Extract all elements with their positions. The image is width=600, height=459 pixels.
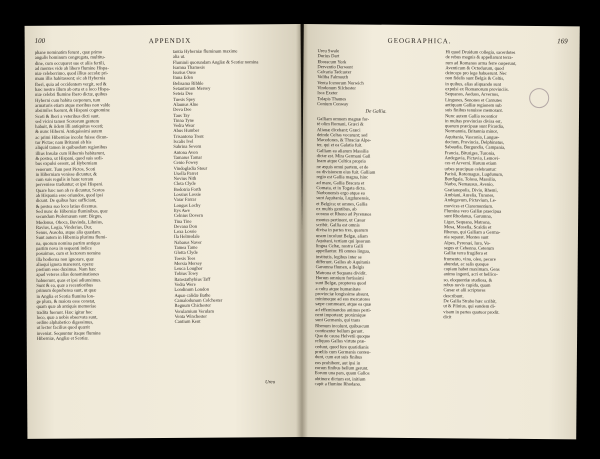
list-entry: Glotta Clyde — [174, 250, 198, 256]
text-line: Mosa, Mosella, Scaldis et — [444, 224, 492, 230]
text-line: antiquam Galliæ regionem sub — [445, 102, 502, 108]
text-line: dunt, cum aut suis finibus — [314, 354, 363, 360]
list-entry: Antona Avon — [173, 149, 198, 155]
list-entry: Vedra Were — [174, 281, 196, 287]
text-line: ut & Plinius, qui eandem di- — [443, 303, 496, 309]
list-entry: Venta Winchester — [174, 313, 207, 319]
text-line: expulsi ex Romanorum provinciis. — [445, 86, 509, 92]
list-entry: Ureu Swale — [317, 48, 340, 54]
list-entry: Abus Humber — [173, 128, 200, 134]
left-catchword: Ureu — [265, 380, 276, 386]
text-line: frumento, vino, oleo, pecore — [443, 255, 496, 262]
list-entry: Tolapis Thames — [317, 95, 347, 102]
text-line: montes pertinent, ut Cæsar — [316, 216, 366, 223]
text-line: capit a flumine Rhodano. — [314, 380, 362, 387]
text-line: Horum omnium fortissimi — [315, 275, 364, 281]
right-prose-column-a — [315, 116, 435, 387]
text-line: Eorum una pars, quam Gallos — [314, 370, 370, 376]
list-entry: Ituna Eden — [172, 75, 193, 81]
text-line: secundum Ptolemæum sunt: Birgus, — [35, 213, 103, 220]
list-entry: Camalodunum Colchester — [174, 297, 223, 303]
text-line: deinde Celtas vocarunt; sed — [316, 132, 368, 138]
left-folio: 100 — [34, 36, 46, 45]
list-entry: Loxa Lossie — [173, 228, 197, 234]
text-line: aliquid tamen in quibusdam regionibus — [35, 144, 108, 151]
list-entry: Isurius Ouse — [172, 69, 197, 76]
list-entry: Regnum Chichester — [174, 302, 211, 309]
text-line: pervenisse traduntur; et ipsi Hispani. — [35, 181, 104, 188]
text-line: Galliam omnem magnæ for- — [316, 116, 370, 122]
text-line: niæ celebri flumine Ibero dictæ, quibus — [35, 91, 108, 98]
list-entry: Eboracum York — [317, 58, 347, 64]
list-entry: Venta Icenorum Norwich — [317, 79, 364, 86]
book-gutter — [296, 24, 308, 437]
text-line: inveniat. Sequuntur itaque flumina — [36, 330, 101, 336]
text-line: Macedones, & Thraciæ Alpe- — [316, 137, 372, 143]
text-line: Senus, Ausoba, atque alia quædam. — [35, 229, 101, 235]
text-line: ex multis gentibus, ab — [316, 206, 357, 212]
list-entry: Itys Awe — [173, 207, 190, 213]
list-entry: Cantium Kent — [174, 318, 201, 325]
list-entry: Fluminii quorundam Angliæ & Scotiæ nomina — [172, 58, 259, 65]
text-line: Nunc autem Gallia recentior — [444, 112, 498, 119]
text-line: quam quæ ab antiquis memoriae — [36, 303, 97, 310]
list-entry: Devana Don — [173, 223, 198, 229]
text-line: Parisii, Rotomagus, Lugdunum, — [444, 171, 504, 177]
text-line: animo ingenti, acri et bellico- — [443, 271, 498, 278]
text-line: mum illis habitassent; sic ab Hybernia — [34, 75, 106, 82]
list-entry: Sabrina Severn — [173, 144, 202, 150]
text-line: Quare hæc non ab re dicuntur, Scotos — [35, 187, 105, 193]
text-line: nia separat. Montes sunt — [443, 234, 489, 241]
left-prose-column — [35, 49, 153, 341]
text-line: ne æquis omni partem, et de — [316, 163, 369, 170]
text-line: Hiberniæ, Angliæ et Scotiæ. — [36, 335, 89, 341]
text-line: Lingones, Senones et Carnutes — [445, 96, 502, 103]
text-line: Liger, Sequana, Matrona, — [444, 218, 491, 225]
text-line: Inam atque Celtica propria — [316, 158, 366, 164]
text-line: niæ celeberrimo, quod illius accolæ pri- — [34, 70, 109, 77]
text-line: Narbonensis ergo atque ea — [316, 190, 365, 196]
text-line: pretium esse duximus. Nam hæc — [36, 266, 97, 273]
text-line: appellantur. Hi omnes lingua, — [315, 248, 371, 255]
right-river-list — [317, 48, 436, 107]
text-line: ad effeminandos animos perti- — [315, 306, 372, 313]
text-line: rebus novis cupida, quam — [443, 282, 491, 288]
list-entry: Conium Conway — [317, 101, 349, 107]
list-entry: Celnius Dovern — [173, 212, 203, 219]
text-line: in quibus, alias aliquando sunt — [445, 81, 502, 87]
right-folio: 169 — [557, 37, 568, 46]
list-entry: tantia Hyberniæ fluminum maxime — [172, 48, 238, 54]
text-line: Hyberni cum habitu corporum, tum — [35, 97, 101, 103]
text-line: Aquitani, tertiam qui ipsorum — [315, 237, 371, 244]
text-line: Matrona et Sequana dividit. — [315, 269, 367, 276]
text-line: angulis hominum congregata, multitu- — [34, 54, 106, 61]
text-line: apud veteres alias denominationes — [36, 271, 100, 278]
list-entry: Taus Tay — [173, 112, 190, 118]
text-line: dictæ est. Mira Germani Gall — [316, 153, 371, 159]
list-entry: Toesis Tees — [174, 255, 196, 261]
text-line: Galliam ea aliarum Massilia — [316, 147, 369, 154]
right-running-head: GEOGRAPHICA. — [387, 36, 452, 46]
text-line: ter, qui et ea Galatia fuit. — [316, 142, 363, 149]
text-line: Ravius, Logia, Vinderius, Dur, — [35, 224, 93, 230]
text-line: Comata, et in Togata dicta. — [316, 184, 366, 191]
text-line: loco, quæ a nobis observata sunt, — [36, 314, 98, 320]
list-entry: Aquæ calidæ Bathe — [174, 292, 211, 298]
text-line: primum deprehensa sunt, ut quæ — [36, 287, 97, 294]
list-entry: alia ut. — [172, 54, 186, 60]
text-line: venerunt. Tum post Pictos, Scoti — [35, 165, 96, 172]
text-line: De Gallia Strabo hæc scribit, — [443, 298, 497, 304]
text-line: ordine alphabetico digessimus, — [36, 319, 94, 325]
text-line: phane nominatim ferunt , quæ primo — [34, 49, 103, 55]
text-line: dicit — [443, 314, 452, 320]
text-line: sunt Rhodanus, Garumna, — [444, 213, 492, 219]
text-line: de rebus magnis & appellarunt terra- — [445, 54, 514, 61]
text-line: ad montes vide ab libero flumine Hispa- — [34, 65, 109, 71]
text-line: Qua de causa Helvetii quoque — [315, 333, 371, 339]
text-line: hæc nostro illum ab ortu et a loco Hispa- — [34, 86, 111, 92]
text-line: ut lector facilius quod quærit — [36, 324, 90, 331]
text-line: continenter bellum gerunt. — [315, 327, 364, 334]
text-line: abundat, ac salis quoque — [443, 261, 489, 267]
text-line: prœliis cum Germanis conten- — [314, 349, 371, 355]
text-line: Gratianopolis, Divio, Rhemi, — [444, 186, 498, 193]
text-line: Andegavia, Pictavia, Lemovi- — [444, 155, 500, 161]
text-line: Narbo, Nemausus, Avenio, — [444, 181, 494, 188]
list-entry: Voliba Falmouth — [317, 74, 349, 80]
text-line: urbes præcipuæ celebrantur: — [444, 165, 497, 172]
text-line: in multas provincias divisa est, — [444, 118, 502, 124]
text-line: habuit, & iidem illi antiquitus vocati; — [35, 123, 104, 130]
text-line: describunt. — [443, 292, 464, 299]
text-line: quarum præcipuæ sunt Picardia, — [444, 123, 505, 129]
text-line: Aventicum & Octodurum, quod — [445, 65, 504, 71]
list-entry: Alaunus Alne — [173, 101, 199, 107]
text-line: cedunt, quod fere quotidianis — [314, 343, 369, 350]
text-line: provinciæ longissime absunt, — [315, 290, 370, 297]
text-line: Sequanos, Aeduos, Arvernos, — [445, 91, 500, 98]
list-entry: Ila Helmsdale — [174, 234, 200, 240]
text-line: so, eloquentiæ studiosa, & — [443, 277, 493, 283]
list-entry: Cenio Fowey — [173, 159, 199, 166]
open-book — [26, 24, 578, 437]
list-entry: Seteia Dee — [173, 91, 193, 97]
text-line: Rhenum incolunt, quibuscum — [315, 322, 370, 329]
text-line: sæpe commeant, atque ea quæ — [315, 301, 372, 307]
text-line: docium, Provincia, Delphinatus, — [444, 139, 505, 145]
list-entry: Tamarus Tamar — [173, 154, 202, 160]
text-line: minimeque ad eos mercatores — [315, 296, 371, 302]
text-line: absimiles fuerunt, & Hispani cognomine — [35, 107, 110, 114]
text-line: visam in partes quatuor prodit. — [443, 308, 500, 315]
text-line: scribit. Gallia est omnis — [316, 222, 360, 228]
text-line: Sed nunc de Hiberniæ fluminibus, quæ — [35, 208, 108, 214]
text-line: in Anglia et Scotia flumina lon- — [36, 293, 95, 299]
text-line: habuerunt, quas et ipsi adiunximus. — [36, 277, 102, 283]
text-line: Burdigala, Tolosa, Massilia, — [444, 176, 497, 182]
list-entry: Varar Farrar — [173, 197, 197, 203]
text-line: divisa in partes tres, quarum — [315, 227, 368, 233]
text-line: armaturis etiam atque moribus non valde — [35, 102, 111, 108]
list-entry: Bodotria Forth — [173, 186, 201, 192]
list-entry: Calcaria Tadcaster — [317, 69, 352, 75]
list-entry: Tinna Tyne — [173, 117, 194, 123]
right-section-heading-wrap — [317, 108, 435, 116]
text-line: a cultu atque humanitate — [315, 285, 361, 292]
text-line: & postea suo loco latius dicemus. — [35, 203, 98, 209]
list-entry: Vindogladia Stour — [173, 165, 208, 171]
list-entry: Durius Dart — [317, 53, 340, 59]
list-entry: Ratostathybius Taff — [174, 276, 211, 282]
text-line: eos prohibent, aut ipsi in — [314, 359, 361, 366]
section-heading-de-gallia: De Gallia. — [365, 109, 387, 115]
text-line: illa hodierna non ignorare, quæ — [36, 256, 94, 262]
text-line: na, quorum nomina partim antiqua — [36, 240, 100, 246]
right-page — [300, 24, 580, 439]
library-stamp — [529, 88, 549, 108]
text-line: regio est Gallia magna, hinc — [316, 174, 369, 180]
text-line: copiam habet maximam. Gens — [443, 266, 500, 272]
list-entry: Verulamium Verulam — [174, 308, 214, 314]
text-line: ge plura, & maiora esse constat, — [36, 298, 96, 304]
list-entry: Londinum London — [174, 287, 210, 293]
list-entry: Novius Nith — [173, 175, 197, 182]
text-line: Alpes, Pyrenæi, Iura, Vo- — [443, 239, 491, 246]
text-line: differunt. Gallos ab Aquitanis — [315, 259, 371, 265]
text-line: ac primi Hiberniae incolæ fuisse dicun- — [35, 134, 108, 140]
left-running-head: APPENDIX — [148, 36, 192, 46]
text-line: oceano et Rheno ad Pyrenæos — [316, 211, 372, 217]
text-line: Francia, Bituriges, Turonia, — [444, 149, 496, 156]
text-line: Flumina vero Galliæ praecipua — [444, 208, 502, 214]
text-line: illius Insulæ cum Hibernis habitarunt, — [35, 150, 106, 156]
text-line: sed vicini tamen Scotorum gentem — [35, 118, 100, 124]
text-line: deinceps pro lege habuerunt. Nec — [445, 70, 507, 76]
list-entry: Deva Dee — [173, 107, 192, 113]
list-entry: Tina Tine — [173, 218, 192, 224]
list-entry: Vedra Wear — [173, 122, 195, 129]
text-line: Iberi, quia ad occidentem vergit, sed & — [34, 81, 107, 87]
text-line: Ambiani, Aurelia, Turones, — [444, 192, 495, 198]
text-line: nent important; proximique — [315, 312, 366, 318]
list-entry: Tobius Towy — [174, 271, 199, 277]
text-line: obtinere dictum est, initium — [314, 375, 366, 382]
text-line: sunt Belgæ, propterea quod — [315, 280, 367, 286]
text-line: movices et Claromontium. — [444, 202, 494, 209]
text-line: segus et Cebenna. Ceterum — [443, 245, 494, 251]
text-line: unam incolunt Belgæ, aliam — [315, 232, 368, 239]
text-line: rum ad Romanos arma ferre cœperunt, — [445, 59, 517, 66]
text-line: in Hiberniam venisse dicuntur, & — [35, 171, 97, 177]
list-entry: Isca Exeter — [317, 90, 338, 96]
text-line: et Belgica; ut omnes, Gallia — [316, 200, 368, 207]
text-line: Aquitania, Vasconia, Langue- — [444, 133, 500, 140]
text-line: lingua Celtæ, nostra Galli — [315, 243, 364, 249]
text-line: tè olim Romani, Græci & — [316, 121, 364, 127]
text-line: suis finibus tenuisse memorant. — [445, 107, 504, 114]
text-line: Andegavum, Pictavium, Le- — [444, 197, 497, 204]
list-entry: Iscalis Ivel — [173, 138, 194, 144]
text-line: Cæsar et alii scriptores — [443, 287, 486, 293]
text-line: Normannia, Britannia minor, — [444, 128, 499, 135]
text-line: sunt Germanis, qui trans — [315, 317, 361, 323]
text-line: cum suis regulis in hanc terram — [35, 176, 94, 182]
text-line: Rhenus, qui Galliam a Germa- — [443, 229, 501, 235]
list-entry: Nabarus Naver — [174, 239, 202, 245]
text-line: ad mare, Gallia Bracata et — [316, 179, 365, 186]
text-line: Sabaudia, Burgundia, Campania, — [444, 144, 506, 151]
text-line: dicunt. De quibus hæc sufficiant, — [35, 197, 97, 204]
text-line: Garumna flumen, a Belgis — [315, 264, 365, 270]
text-line: ces et Arverni. Harum etiam — [444, 160, 497, 166]
list-entry: Tuesis Spey — [173, 96, 196, 102]
list-entry: Vindonum Silchester — [317, 85, 356, 91]
text-line: bus expulsi essent, ad Hyberniam — [35, 160, 98, 167]
text-line: sunt Aquitania, Lugdunensis, — [316, 195, 370, 202]
left-river-list — [173, 48, 285, 324]
text-line: reliquos Gallos virtute præ- — [315, 338, 366, 345]
list-entry: Belisama Ribble — [172, 80, 204, 86]
text-line: posuimus, cum et lectorem nomina — [36, 250, 101, 257]
list-entry: Lossius Lossie — [173, 191, 201, 197]
text-line: Alianæ dicebant; Græci — [316, 126, 361, 133]
text-line: & nunc Hiberni. Antiquissimi autem — [35, 128, 103, 135]
text-line: eorum finibus bellum gerunt. — [314, 365, 369, 371]
text-line: tur Pictae; nam Britanni ab his — [35, 139, 92, 145]
list-entry: Mersia Mersey — [174, 260, 202, 266]
text-line: & postea, ut Hispani, quod suis sedi- — [35, 155, 104, 161]
text-line: ab Hispania esse oriundos, quod ipsi — [35, 192, 103, 198]
list-entry: Clota Clyde — [173, 181, 196, 187]
text-line: dine, cum occuparet sue et aliis fertili, — [34, 59, 105, 66]
text-line: Sunt autem in Hibernia plurima flumi- — [36, 234, 107, 241]
text-line: Modonus, Oboca, Buvinda, Libnius, — [35, 218, 103, 225]
text-line: non fidelis sunt Belgis & Celtis, — [445, 75, 505, 82]
list-entry: Isamna Thamesis — [172, 64, 205, 70]
list-entry: Trisantona Trent — [173, 133, 204, 139]
text-line: Galliæ terra frugifera et — [443, 250, 488, 256]
list-entry: Tamea Tame — [174, 244, 198, 250]
text-line: Sunt & ea, quæ a recentioribus — [36, 282, 94, 288]
text-line: ea divisionem eius fuit. Galliam — [316, 169, 376, 175]
list-entry: Derventio Derwent — [317, 64, 353, 70]
right-prose-column-b — [443, 49, 567, 320]
left-page — [25, 24, 304, 439]
text-line: institutis, legibus inter se — [315, 253, 362, 260]
list-entry: Longus Lochy — [173, 202, 201, 208]
text-line: partim nova in sequenti indice — [36, 245, 92, 251]
list-entry: Setantiorum Mersey — [172, 85, 211, 91]
text-line: Scoti & Iberi a veteribus dicti sunt. — [35, 112, 100, 119]
list-entry: Leuca Loughor — [174, 265, 203, 272]
text-line: tradita fuerunt. Hæc igitur hoc — [36, 309, 93, 315]
list-entry: Uxella Parret — [173, 170, 198, 176]
text-line: alioqui ignota manerent, operæ — [36, 261, 94, 267]
text-line: Hi quod Druidum collegia, sacerdotes — [445, 49, 516, 55]
